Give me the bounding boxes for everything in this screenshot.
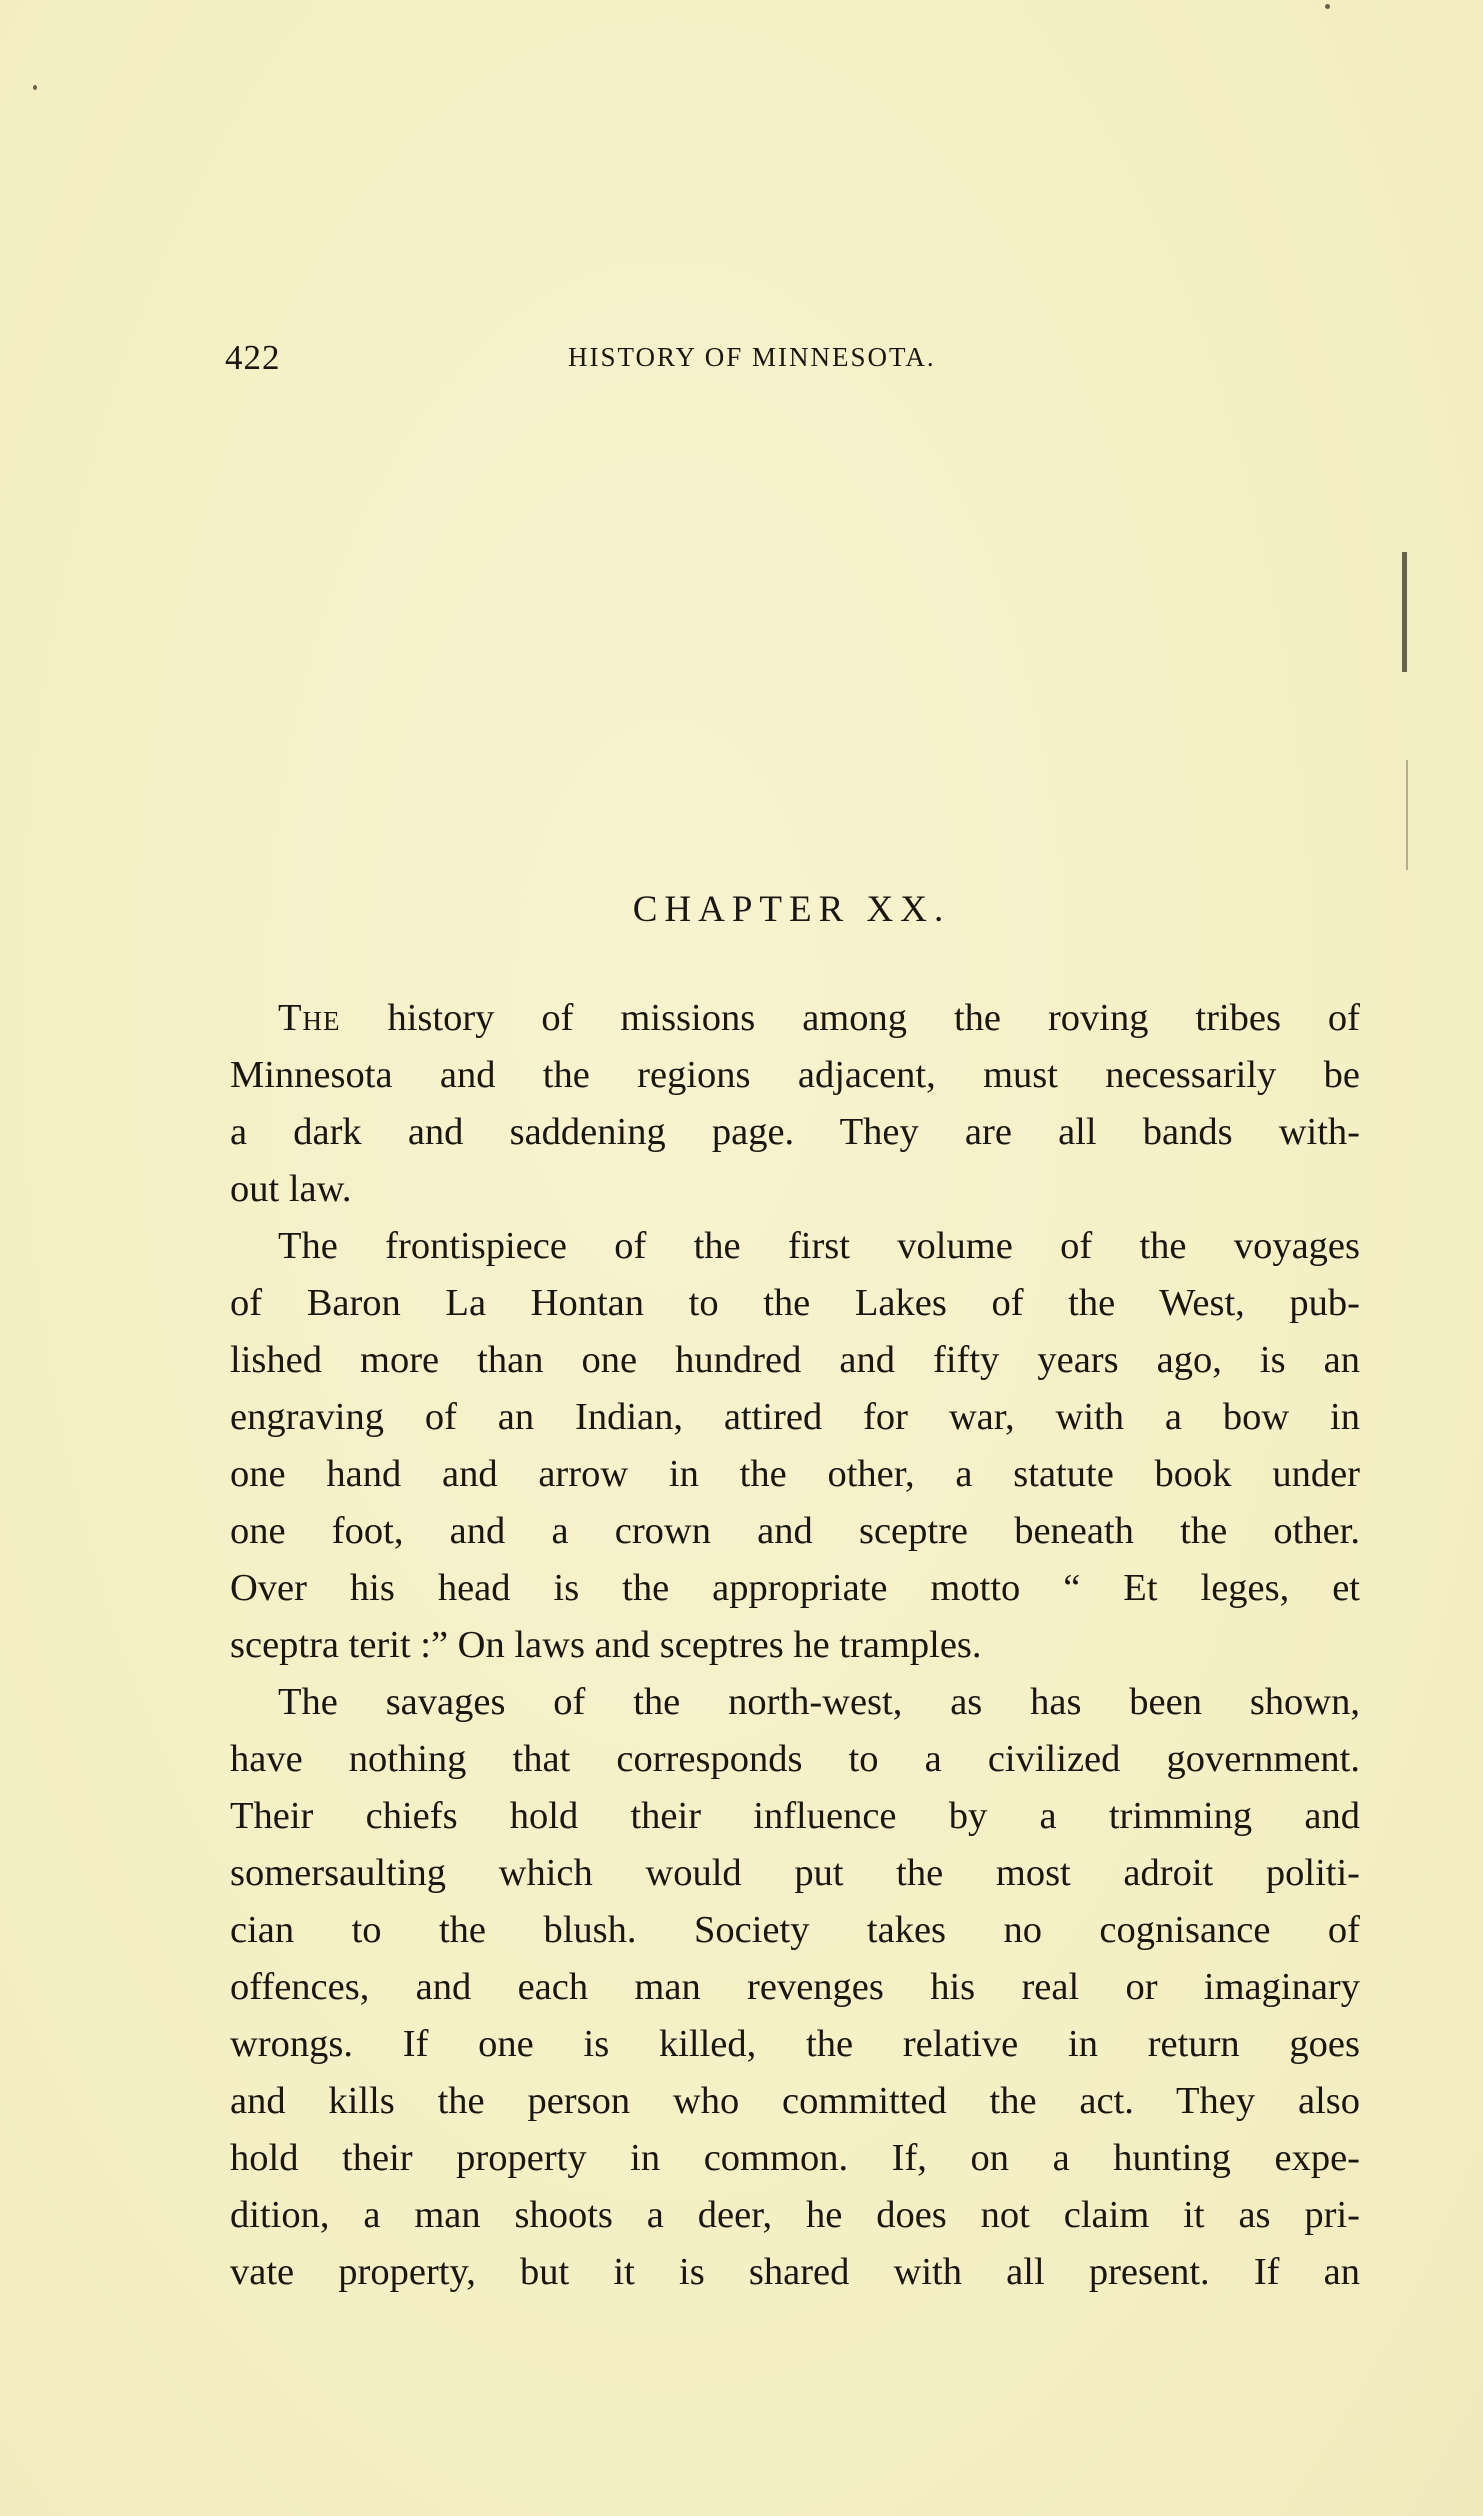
text-line: one foot, and a crown and sceptre beneath the other. — [230, 1510, 1360, 1552]
text-line: The frontispiece of the first volume of the voyages — [278, 1225, 1360, 1267]
text-line: Minnesota and the regions adjacent, must necessarily be — [230, 1054, 1360, 1096]
text-line: sceptra terit :” On laws and sceptres he tramples. — [230, 1624, 982, 1666]
text-line: and kills the person who committed the act. They also — [230, 2080, 1360, 2122]
text-line: vate property, but it is shared with all present. If an — [230, 2251, 1360, 2293]
text-line: engraving of an Indian, attired for war, with a bow in — [230, 1396, 1360, 1438]
text-line: of Baron La Hontan to the Lakes of the West, pub- — [230, 1282, 1360, 1324]
text-line: Over his head is the appropriate motto “ Et leges, et — [230, 1567, 1360, 1609]
text-line: cian to the blush. Society takes no cognisance of — [230, 1909, 1360, 1951]
text-line: Their chiefs hold their influence by a trimming and — [230, 1795, 1360, 1837]
text-line: out law. — [230, 1168, 352, 1210]
text-line: lished more than one hundred and fifty years ago, is an — [230, 1339, 1360, 1381]
print-speck — [1325, 4, 1330, 9]
text-line: a dark and saddening page. They are all bands with- — [230, 1111, 1360, 1153]
binding-edge-mark — [1406, 760, 1408, 870]
running-title: HISTORY OF MINNESOTA. — [568, 342, 936, 372]
text-line: dition, a man shoots a deer, he does not claim it as pri- — [230, 2194, 1360, 2236]
text-line: offences, and each man revenges his real or imaginary — [230, 1966, 1360, 2008]
text-line: wrongs. If one is killed, the relative in return goes — [230, 2023, 1360, 2065]
text-line: The savages of the north-west, as has been shown, — [278, 1681, 1360, 1723]
page-number: 422 — [225, 338, 281, 377]
text-line — [230, 990, 1360, 1047]
binding-edge-mark — [1402, 552, 1407, 672]
chapter-heading: CHAPTER XX. — [632, 889, 951, 930]
text-line: hold their property in common. If, on a hunting expe- — [230, 2137, 1360, 2179]
text-line: one hand and arrow in the other, a statute book under — [230, 1453, 1360, 1495]
paragraph-lead-word: The — [278, 997, 341, 1039]
text-line: somersaulting which would put the most adroit politi- — [230, 1852, 1360, 1894]
body-text — [230, 990, 1360, 2301]
print-speck — [33, 85, 37, 90]
running-head — [225, 338, 1360, 388]
text-line-content: history of missions among the roving tribes of — [340, 997, 1360, 1039]
text-line: have nothing that corresponds to a civilized government. — [230, 1738, 1360, 1780]
